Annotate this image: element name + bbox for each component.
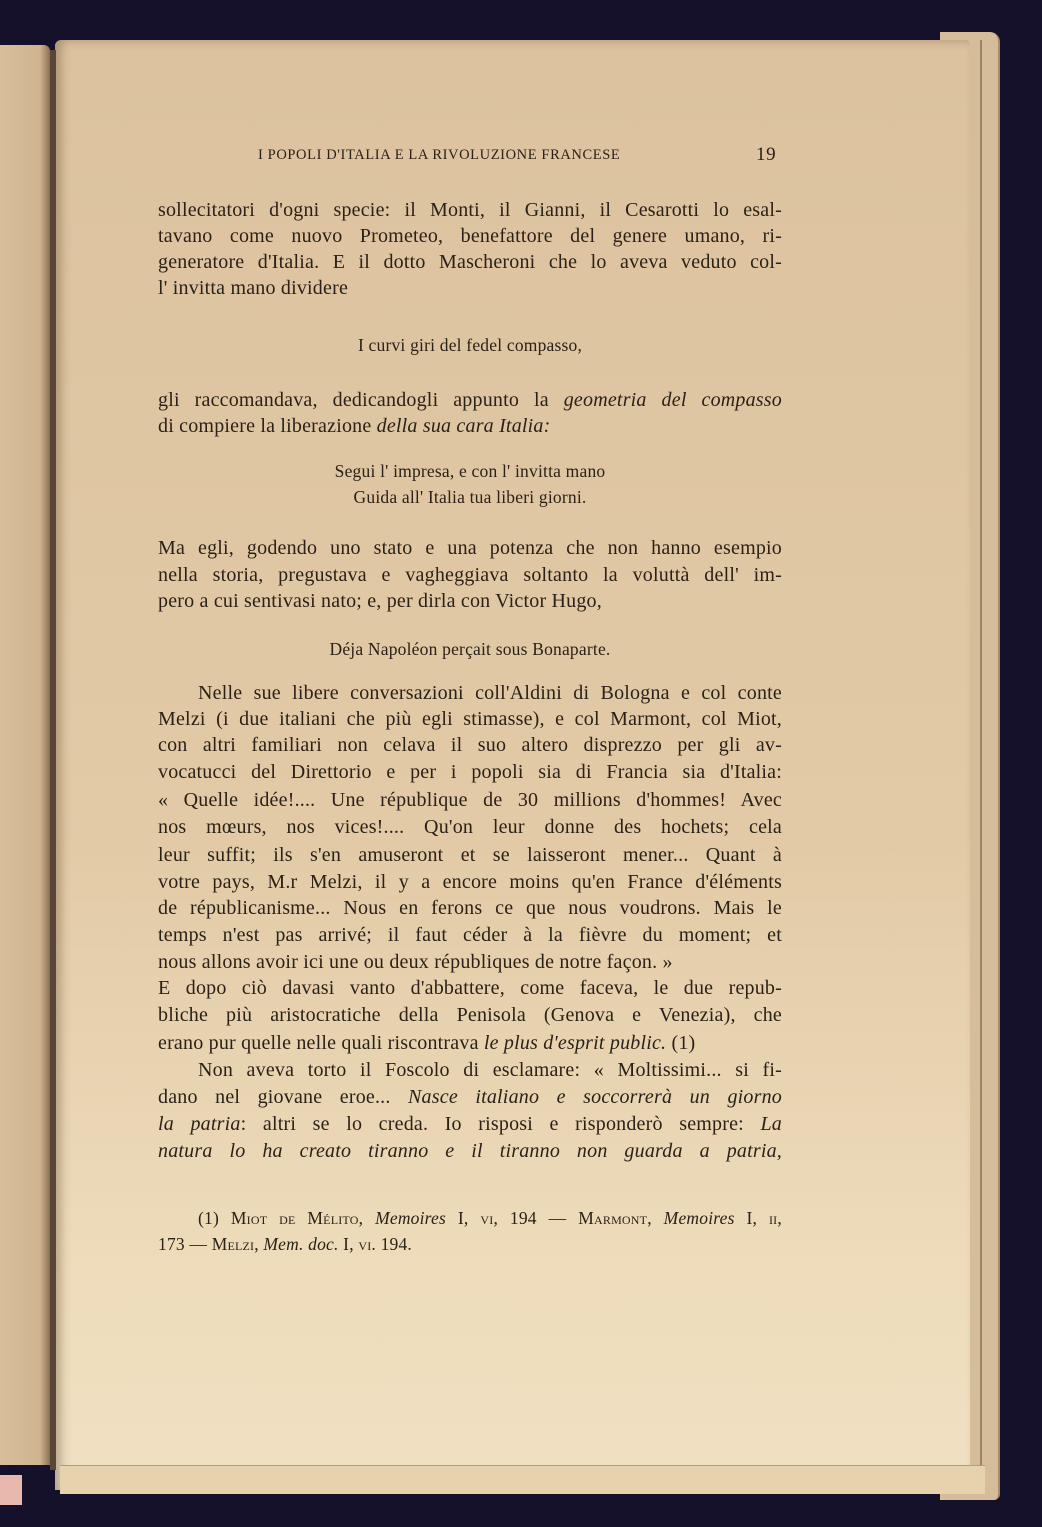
verse-line [158, 636, 782, 662]
verse-line [158, 458, 782, 484]
text-segment: generatore d'Italia. E il dotto Mascheroni che lo aveva veduto col- [158, 251, 782, 273]
text-segment: votre pays, M.r Melzi, il y a encore moins qu'en France d'éléments [158, 871, 782, 893]
text-segment: Non aveva torto il Foscolo di esclamare: « Moltissimi... si fi- [198, 1059, 782, 1081]
text-segment: Marmont [578, 1208, 648, 1228]
page-bottom-fold [60, 1465, 985, 1494]
text-line [198, 680, 782, 706]
text-segment: di compiere la liberazione [158, 415, 377, 437]
italic-text: natura lo ha creato tiranno e il tiranno non guarda a patria, [158, 1140, 782, 1162]
pink-tab [0, 1475, 22, 1505]
italic-text: Mem. doc. [263, 1234, 339, 1254]
italic-text: geometria del compasso [563, 389, 782, 411]
text-segment: vocatucci del Direttorio e per i popoli sia di Francia sia d'Italia: [158, 761, 782, 783]
text-segment: Guida all' Italia tua liberi giorni. [353, 487, 587, 507]
text-line [158, 759, 782, 785]
text-line [158, 842, 782, 868]
text-line [158, 562, 782, 588]
text-line [158, 787, 782, 813]
text-line [198, 1057, 782, 1083]
text-line [158, 275, 782, 301]
text-segment: Nelle sue libere conversazioni coll'Aldini di Bologna e col conte [198, 682, 782, 704]
text-line [158, 1111, 782, 1137]
italic-text: della sua cara Italia: [376, 415, 551, 437]
text-segment: , 194 — [493, 1208, 579, 1228]
text-segment: nos mœurs, nos vices!.... Qu'on leur donne des hochets; cela [158, 816, 782, 838]
text-segment: de républicanisme... Nous en ferons ce que nous voudrons. Mais le [158, 897, 782, 919]
text-line [158, 535, 782, 561]
text-line [158, 387, 782, 413]
text-segment: gli raccomandava, dedicandogli appunto la [158, 389, 564, 411]
verse-line [158, 484, 782, 510]
italic-text: Memoires [375, 1208, 447, 1228]
text-segment: dano nel giovane eroe... [158, 1086, 409, 1108]
text-segment: I, [338, 1234, 359, 1254]
text-segment: sollecitatori d'ogni specie: il Monti, il Gianni, il Cesarotti lo esal- [158, 199, 782, 221]
italic-text: La [760, 1113, 782, 1135]
text-line [158, 1084, 782, 1110]
italic-text: le plus d'esprit public. [483, 1032, 667, 1054]
text-segment: nous allons avoir ici une ou deux républiques de notre façon. » [158, 951, 673, 973]
text-line [158, 814, 782, 840]
text-segment: (1) [198, 1208, 231, 1228]
text-line [158, 197, 782, 223]
text-line [158, 706, 782, 732]
text-line [158, 869, 782, 895]
text-segment: , [647, 1208, 664, 1228]
footnote-line [158, 1231, 782, 1257]
text-line [158, 949, 782, 975]
text-segment: vi [480, 1208, 494, 1228]
text-line [158, 975, 782, 1001]
text-segment: vi [358, 1234, 372, 1254]
text-segment: E dopo ciò davasi vanto d'abbattere, come faceva, le due repub- [158, 977, 782, 999]
text-segment: . 194. [371, 1234, 412, 1254]
italic-text: Memoires [663, 1208, 735, 1228]
text-line [158, 922, 782, 948]
footnote-line [198, 1205, 782, 1231]
text-segment: Ma egli, godendo uno stato e una potenza che non hanno esempio [158, 537, 782, 559]
text-segment: nella storia, pregustava e vagheggiava soltanto la voluttà dell' im- [158, 564, 782, 586]
page-number: 19 [756, 144, 777, 165]
left-page-edge [0, 45, 50, 1465]
text-segment: tavano come nuovo Prometeo, benefattore del genere umano, ri- [158, 225, 782, 247]
text-segment: I, [734, 1208, 769, 1228]
text-segment: leur suffit; ils s'en amuseront et se laisseront mener... Quant à [158, 844, 782, 866]
text-segment: , [358, 1208, 376, 1228]
text-line [158, 1030, 782, 1056]
text-line [158, 249, 782, 275]
text-segment: (1) [666, 1032, 696, 1054]
text-line [158, 588, 782, 614]
verse-line [158, 332, 782, 358]
text-line [158, 1138, 782, 1164]
text-segment: 173 — [158, 1234, 212, 1254]
text-segment: Segui l' impresa, e con l' invitta mano [334, 461, 606, 481]
text-segment: erano pur quelle nelle quali riscontrava [158, 1032, 484, 1054]
text-segment: Déja Napoléon perçait sous Bonaparte. [329, 639, 611, 659]
text-segment: con altri familiari non celava il suo altero disprezzo per gli av- [158, 734, 782, 756]
running-title: I POPOLI D'ITALIA E LA RIVOLUZIONE FRANCESE [258, 147, 621, 163]
text-segment: ii [768, 1208, 778, 1228]
text-line [158, 732, 782, 758]
text-segment: « Quelle idée!.... Une république de 30 millions d'hommes! Avec [158, 789, 782, 811]
text-segment: bliche più aristocratiche della Penisola (Genova e Venezia), che [158, 1004, 782, 1026]
text-segment: temps n'est pas arrivé; il faut céder à la fièvre du moment; et [158, 924, 782, 946]
text-segment: I curvi giri del fedel compasso, [357, 335, 583, 355]
text-line [158, 413, 782, 439]
text-line [158, 895, 782, 921]
text-line [158, 223, 782, 249]
text-segment: Miot de Mélito [230, 1208, 359, 1228]
italic-text: la patria [158, 1113, 241, 1135]
book-gutter [50, 50, 56, 1470]
text-segment: Melzi [211, 1234, 255, 1254]
italic-text: Nasce italiano e soccorrerà un giorno [408, 1086, 782, 1108]
text-segment: : altri se lo creda. Io risposi e risponderò sempre: [240, 1113, 761, 1135]
text-line [158, 1002, 782, 1028]
text-segment: , [777, 1208, 782, 1228]
text-segment: pero a cui sentivasi nato; e, per dirla con Victor Hugo, [158, 590, 602, 612]
text-segment: l' invitta mano dividere [158, 277, 349, 299]
text-segment: , [254, 1234, 264, 1254]
text-segment: Melzi (i due italiani che più egli stimasse), e col Marmont, col Miot, [158, 708, 782, 730]
text-segment: I, [446, 1208, 481, 1228]
